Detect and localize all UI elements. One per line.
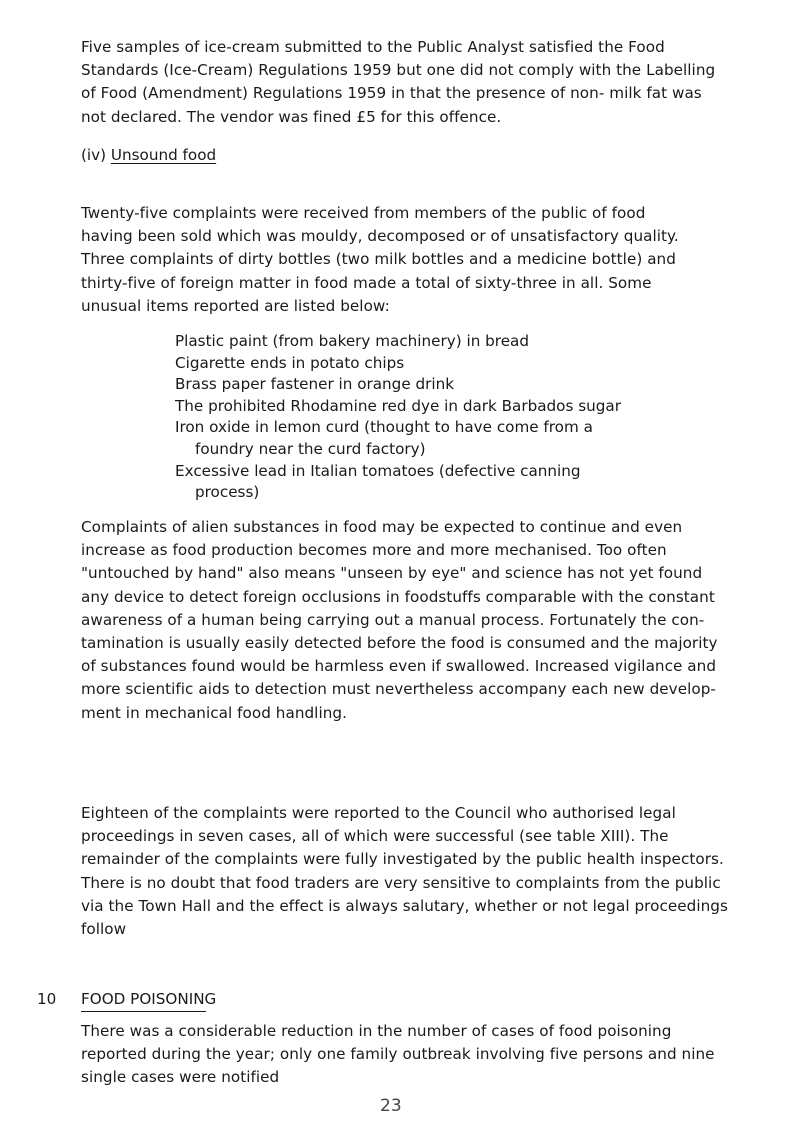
subheading-title: Unsound food [110, 146, 217, 164]
list-item: Plastic paint (from bakery machinery) in bread [175, 332, 529, 350]
list-item: Iron oxide in lemon curd (thought to have come from a foundry near the curd factory) [175, 418, 593, 458]
section-title-underline [81, 1011, 206, 1012]
paragraph-complaints: Twenty-five complaints were received from members of the public of food having been sold which was mouldy, decomposed or of unsatisfactory quality. Three complaints of dirty bottles (two milk bottles and a medicine bottle) and thirty-five of foreign matter in food made a total of sixty-three in all. Some unusual items reported are listed below: [81, 204, 679, 315]
page-number: 23 [380, 1096, 402, 1116]
paragraph-food-poisoning: There was a considerable reduction in the number of cases of food poisoning reported during the year; only one family outbreak involving five persons and nine single cases were notified [81, 1022, 715, 1087]
unusual-items-list [175, 331, 775, 504]
list-item: Cigarette ends in potato chips [175, 353, 405, 372]
section-title: FOOD POISONING [81, 990, 217, 1008]
list-item: Brass paper fastener in orange drink [175, 375, 455, 394]
list-item: Excessive lead in Italian tomatoes (defective canning process) [175, 461, 581, 502]
paragraph-alien-substances: Complaints of alien substances in food may be expected to continue and even increase as food production becomes more and more mechanised. Too often "untouched by hand" also means "unseen by eye" and science has not yet found any device to detect foreign occlusions in foodstuffs comparable with the constant awareness of a human being carrying out a manual process. Fortunately the con- tamination is usually easily detected before the food is consumed and the majority of substances found would be harmless even if swallowed. Increased vigilance and more scientific aids to detection must nevertheless accompany each new develop- ment in mechanical food handling. [81, 518, 718, 722]
list-item: The prohibited Rhodamine red dye in dark Barbados sugar [175, 396, 621, 415]
section-number: 10 [37, 990, 57, 1008]
subheading-unsound-food [81, 144, 216, 166]
subheading-number: (iv) [81, 146, 107, 164]
paragraph-ice-cream: Five samples of ice-cream submitted to the Public Analyst satisfied the Food Standards (Ice-Cream) Regulations 1959 but one did not comply with the Labelling of Food (Amendment) Regulations 1959 in that the presence of non- milk fat was not declared. The vendor was fined £5 for this offence. [81, 38, 716, 126]
paragraph-legal-proceedings: Eighteen of the complaints were reported to the Council who authorised legal proceedings in seven cases, all of which were successful (see table XIII). The remainder of the complaints were fully investigated by the public health inspectors. There is no doubt that food traders are very sensitive to complaints from the public via the Town Hall and the effect is always salutary, whether or not legal proceedings follow [81, 804, 728, 939]
